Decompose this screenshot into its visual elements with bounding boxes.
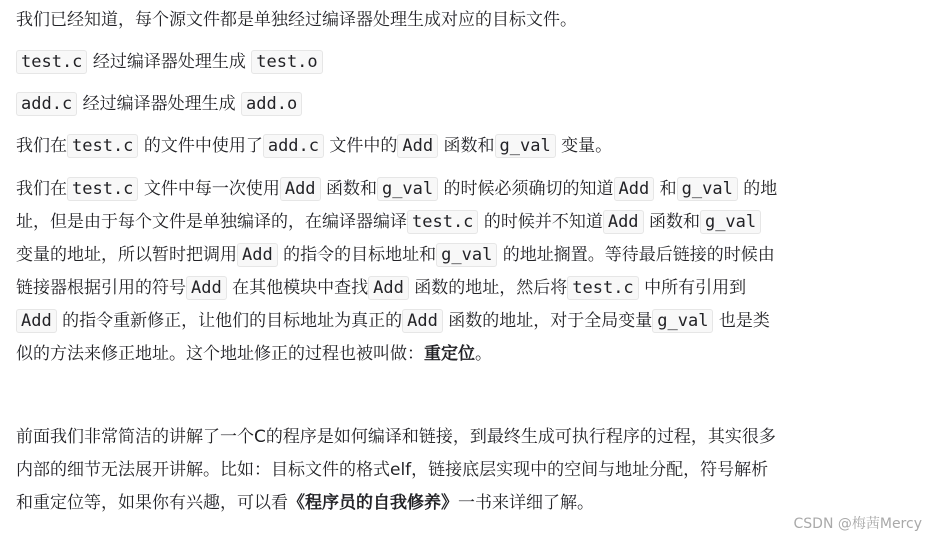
inline-code: Add <box>280 177 321 201</box>
text-span: 函数和 <box>325 179 377 199</box>
inline-code: Add <box>237 243 278 267</box>
inline-code: Add <box>614 177 655 201</box>
text-span: 我们在 <box>16 136 67 156</box>
paragraph-line: 内部的细节无法展开讲解。比如：目标文件的格式elf，链接底层实现中的空间与地址分配，符号解析 <box>16 460 769 480</box>
inline-code-add-o: add.o <box>241 92 302 116</box>
inline-code-add-c: add.c <box>16 92 77 116</box>
paragraph-line <box>16 173 777 206</box>
text-span: 和 <box>659 179 677 199</box>
paragraph-line <box>16 206 777 239</box>
inline-code-test-c: test.c <box>16 50 87 74</box>
book-title: 《程序员的自我修养》 <box>288 493 458 513</box>
text-span: 的时候必须确切的知道 <box>443 179 614 199</box>
text-span: 的时候并不知道 <box>483 212 603 232</box>
inline-code: g_val <box>700 210 761 234</box>
inline-code: Add <box>397 134 438 158</box>
text-span: 的地址搁置。等待最后链接的时候由 <box>502 245 775 265</box>
inline-code: Add <box>368 276 409 300</box>
inline-code: g_val <box>677 177 738 201</box>
text-span: 的地 <box>743 179 778 199</box>
inline-code: test.c <box>407 210 478 234</box>
inline-code: test.c <box>67 134 138 158</box>
text-span: 址，但是由于每个文件是单独编译的，在编译器编译 <box>16 212 407 232</box>
bold-term: 重定位 <box>424 344 475 364</box>
text-span: 和重定位等，如果你有兴趣，可以看 <box>16 493 288 513</box>
paragraph-line: 前面我们非常简洁的讲解了一个C的程序是如何编译和链接，到最终生成可执行程序的过程，其实很多 <box>16 427 776 447</box>
text-span: 我们在 <box>16 179 67 199</box>
inline-code: add.c <box>263 134 324 158</box>
inline-code: Add <box>186 276 227 300</box>
text-span: 也是类 <box>718 311 770 331</box>
paragraph-line <box>16 272 777 305</box>
inline-code: g_val <box>436 243 497 267</box>
paragraph-line <box>16 487 776 520</box>
text-span: 函数的地址，对于全局变量 <box>448 311 653 331</box>
text-span: 变量。 <box>561 136 613 156</box>
text-span: 函数和 <box>648 212 700 232</box>
text-span: 的指令的目标地址和 <box>283 245 437 265</box>
text-span: 在其他模块中查找 <box>232 278 369 298</box>
inline-code: test.c <box>67 177 138 201</box>
inline-code: Add <box>402 309 443 333</box>
csdn-watermark: CSDN @梅茜Mercy <box>793 516 922 532</box>
text-span: 一书来详细了解。 <box>458 493 594 513</box>
paragraph-relocation <box>16 173 777 371</box>
paragraph-add-compile <box>16 88 302 121</box>
text-span: 函数的地址，然后将 <box>414 278 568 298</box>
text-span: 的文件中使用了 <box>143 136 263 156</box>
inline-code: g_val <box>377 177 438 201</box>
text-span: 的指令重新修正，让他们的目标地址为真正的 <box>62 311 403 331</box>
compile-text: 经过编译器处理生成 <box>82 94 236 114</box>
paragraph-summary <box>16 421 776 520</box>
inline-code: g_val <box>652 309 713 333</box>
paragraph-line <box>16 305 777 338</box>
inline-code-test-o: test.o <box>251 50 322 74</box>
paragraph-usage <box>16 130 612 163</box>
inline-code: Add <box>16 309 57 333</box>
intro-text: 我们已经知道，每个源文件都是单独经过编译器处理生成对应的目标文件。 <box>16 10 577 30</box>
text-span: 链接器根据引用的符号 <box>16 278 186 298</box>
text-span: 似的方法来修正地址。这个地址修正的过程也被叫做： <box>16 344 424 364</box>
paragraph-test-compile <box>16 46 323 79</box>
text-span: 变量的地址，所以暂时把调用 <box>16 245 237 265</box>
text-span: 文件中的 <box>329 136 398 156</box>
paragraph-intro <box>16 4 577 37</box>
text-span: 函数和 <box>443 136 495 156</box>
inline-code: Add <box>603 210 644 234</box>
text-span: 文件中每一次使用 <box>143 179 280 199</box>
paragraph-line <box>16 239 777 272</box>
compile-text: 经过编译器处理生成 <box>92 52 246 72</box>
inline-code: test.c <box>567 276 638 300</box>
text-span: 。 <box>475 344 492 364</box>
inline-code: g_val <box>495 134 556 158</box>
text-span: 中所有引用到 <box>644 278 747 298</box>
paragraph-line <box>16 338 777 371</box>
